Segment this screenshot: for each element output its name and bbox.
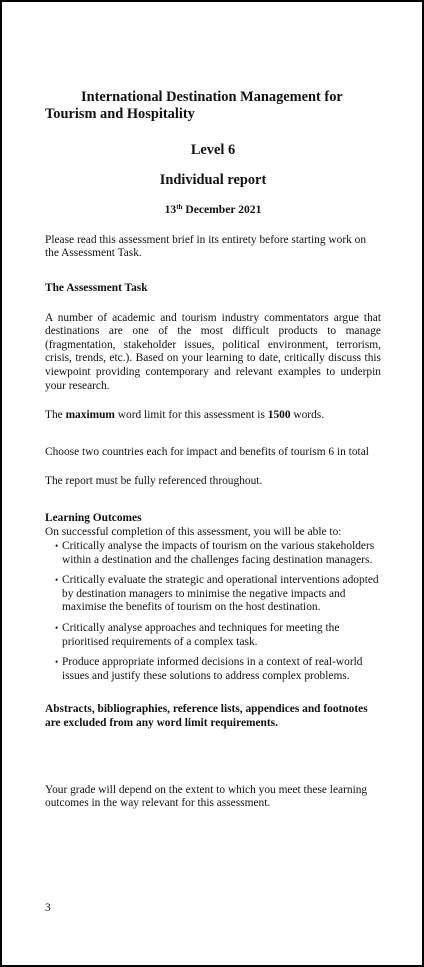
word-limit-prefix: The [45, 409, 66, 422]
learning-outcome-item [45, 540, 381, 567]
learning-outcome-item [45, 574, 381, 615]
word-limit-value: 1500 [267, 409, 291, 422]
referencing-note: The report must be fully referenced throughout. [45, 475, 263, 488]
date-month-year: December 2021 [182, 203, 262, 217]
word-limit-suffix: words. [290, 409, 325, 422]
word-limit-paragraph [45, 409, 381, 423]
bullet-icon: • [55, 623, 59, 634]
learning-outcomes-list [45, 540, 381, 683]
assessment-task-heading: The Assessment Task [45, 281, 148, 294]
document-content [45, 89, 381, 811]
learning-outcome-item [45, 656, 381, 683]
word-limit-middle: word limit for this assessment is [114, 409, 268, 422]
learning-outcome-text: Critically analyse approaches and techniques for meeting the prioritised requirements of a complex task. [62, 622, 340, 648]
bullet-icon: • [55, 575, 59, 586]
assessment-task-text: A number of academic and tourism industry commentators argue that destinations are one of the most difficult products to manage (fragmentation, stakeholder issues, political environment, terrorism, crisis, trends, etc.). Based on your learning to date, critically discuss this viewpoint providing contemporary and relevant examples to underpin your research. [45, 311, 381, 392]
learning-outcome-text: Critically analyse the impacts of tourism on the various stakeholders within a destination and the challenges facing destination managers. [62, 540, 375, 566]
grading-note: Your grade will depend on the extent to which you meet these learning outcomes in the way relevant for this assessment. [45, 783, 368, 810]
level-heading: Level 6 [190, 142, 236, 158]
word-limit-emphasis: maximum [65, 409, 115, 422]
word-limit-exclusions-note: Abstracts, bibliographies, reference lists, appendices and footnotes are excluded from any word limit requirements. [45, 703, 368, 730]
learning-outcome-text: Produce appropriate informed decisions in a context of real-world issues and justify these solutions to address complex problems. [62, 656, 363, 682]
assessment-date [45, 201, 381, 217]
date-suffix: th [176, 203, 183, 212]
page-number: 3 [45, 902, 51, 914]
document-title: International Destination Management for Tourism and Hospitality [45, 89, 343, 122]
countries-note: Choose two countries each for impact and benefits of tourism 6 in total [45, 445, 369, 458]
report-type-heading: Individual report [159, 171, 267, 188]
learning-outcome-text: Critically evaluate the strategic and operational interventions adopted by destination managers to minimise the negative impacts and maximise the benefits of tourism on the host destination. [62, 574, 379, 614]
intro-paragraph: Please read this assessment brief in its entirety before starting work on the Assessment Task. [45, 233, 367, 260]
learning-outcomes-intro: On successful completion of this assessment, you will be able to: [45, 525, 342, 538]
learning-outcome-item [45, 622, 381, 649]
learning-outcomes-heading: Learning Outcomes [45, 511, 142, 524]
bullet-icon: • [55, 657, 59, 668]
bullet-icon: • [55, 541, 59, 552]
date-day: 13 [164, 203, 177, 217]
